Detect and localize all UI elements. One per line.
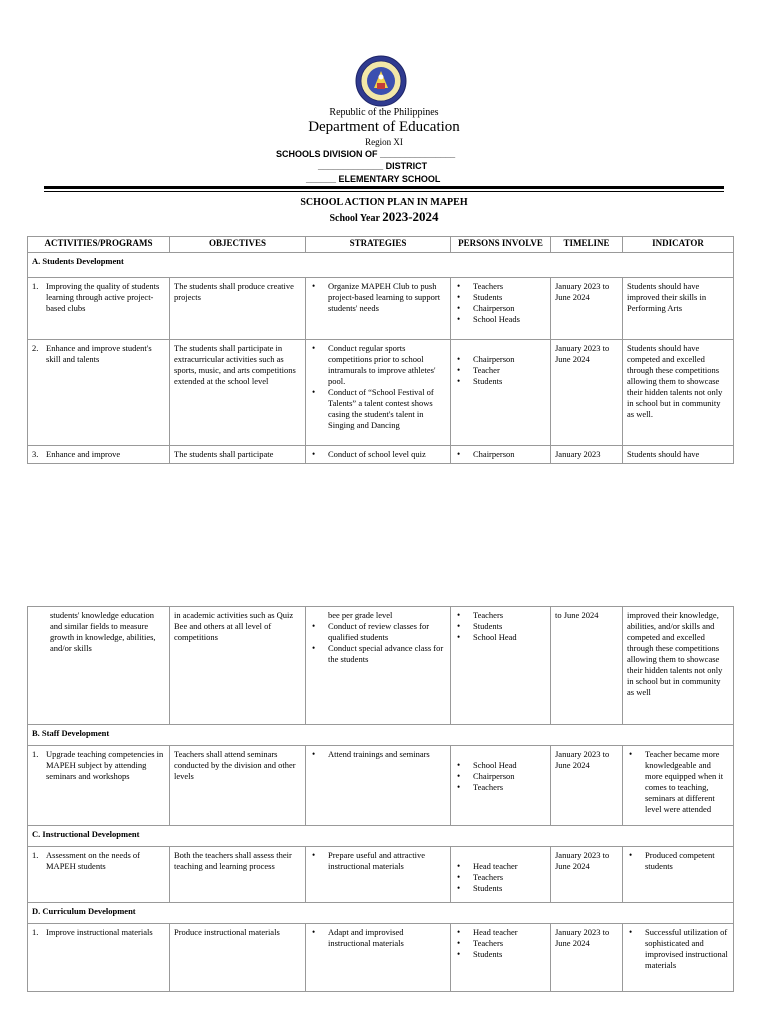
header-rule-thin [44,191,724,192]
strategy-continued: bee per grade level [328,610,393,620]
persons-cell [451,278,551,340]
person-item: • School Head [467,632,546,643]
persons-cell [451,446,551,464]
row-number: 2. [32,343,39,353]
timeline-cell: January 2023 to June 2024 [551,340,623,446]
indicator-item: • Teacher became more knowledgeable and more equipped when it comes to teaching, seminars at different level were attended [639,749,729,815]
section-label: B. Staff Development [28,725,734,746]
strategy-item: • Organize MAPEH Club to push project-based learning to support students' needs [322,281,446,314]
objective-cell: Produce instructional materials [170,924,306,992]
table-row [28,446,734,464]
table-row [28,340,734,446]
timeline-cell: January 2023 to June 2024 [551,847,623,903]
strategy-item: • Adapt and improvised instructional materials [322,927,446,949]
strategies-cell [306,607,451,725]
col-header-objectives: OBJECTIVES [170,237,306,253]
row-number: 3. [32,449,39,459]
person-item: • Students [467,949,546,960]
strategies-cell [306,340,451,446]
action-plan-table-part-2 [27,606,734,992]
activity-text: Assessment on the needs of MAPEH students [46,850,140,871]
objective-cell: The students shall participate in extracurricular activities such as sports, music, and arts competitions extended at the school level [170,340,306,446]
indicator-item: • Produced competent students [639,850,729,872]
row-number: 1. [32,850,39,860]
persons-cell [451,924,551,992]
row-number: 1. [32,749,39,759]
person-item: • Students [467,621,546,632]
section-row [28,253,734,278]
indicator-cell: Students should have competed and excelled through these competitions allowing them to showcase their hidden talents not only in school but in community as well. [623,340,734,446]
timeline-cell: January 2023 to June 2024 [551,278,623,340]
district-line: _____________ DISTRICT [318,161,428,171]
table-header-row [28,237,734,253]
activity-text: Enhance and improve [46,449,121,459]
col-header-indicator: INDICATOR [623,237,734,253]
activity-cell [28,446,170,464]
strategies-cell [306,278,451,340]
strategies-cell [306,746,451,826]
objective-cell: Teachers shall attend seminars conducted by the division and other levels [170,746,306,826]
activity-cell: students' knowledge education and similar fields to measure growth in knowledge, abilities, and/or skills [28,607,170,725]
strategies-cell [306,847,451,903]
indicator-cell: improved their knowledge, abilities, and/or skills and competed and excelled through these competitions allowing them to showcase their hidden talents not only in school but in community as well [623,607,734,725]
strategies-cell [306,446,451,464]
person-item: • School Head [467,760,546,771]
division-line: SCHOOLS DIVISION OF _______________ [276,149,456,159]
school-line: ______ ELEMENTARY SCHOOL [306,174,441,184]
col-header-activities: ACTIVITIES/PROGRAMS [28,237,170,253]
section-label: A. Students Development [28,253,734,278]
persons-cell [451,746,551,826]
table-row [28,847,734,903]
strategy-item: • Conduct special advance class for the students [322,643,446,665]
activity-text: Improve instructional materials [46,927,153,937]
timeline-cell: January 2023 [551,446,623,464]
person-item: • Students [467,292,546,303]
section-row [28,725,734,746]
strategy-item: • Conduct regular sports competitions prior to school intramurals to improve athletes' pool. [322,343,446,387]
person-item: • Teachers [467,281,546,292]
strategy-item: • Attend trainings and seminars [322,749,446,760]
person-item: • Head teacher [467,927,546,938]
timeline-cell: January 2023 to June 2024 [551,924,623,992]
persons-cell [451,340,551,446]
strategy-item: • Conduct of “School Festival of Talents” a talent contest shows casing the student's talent in Singing and Dancing [322,387,446,431]
col-header-strategies: STRATEGIES [306,237,451,253]
republic-line: Republic of the Philippines [329,107,439,118]
header-rule-thick [44,186,724,189]
indicator-cell [623,924,734,992]
col-header-timeline: TIMELINE [551,237,623,253]
activity-cell [28,278,170,340]
row-number: 1. [32,281,39,291]
strategy-item: • Conduct of school level quiz [322,449,446,460]
section-label: D. Curriculum Development [28,903,734,924]
activity-text: Enhance and improve student's skill and talents [46,343,152,364]
person-item: • Teacher [467,365,546,376]
indicator-item: • Successful utilization of sophisticated and improvised instructional materials [639,927,729,971]
table-row [28,746,734,826]
section-label: C. Instructional Development [28,826,734,847]
section-row [28,826,734,847]
school-year-label: School Year [329,213,380,224]
person-item: • Teachers [467,872,546,883]
strategy-item: • Prepare useful and attractive instructional materials [322,850,446,872]
person-item: • Head teacher [467,861,546,872]
indicator-cell [623,847,734,903]
person-item: • Teachers [467,938,546,949]
objective-cell: Both the teachers shall assess their teaching and learning process [170,847,306,903]
person-item: • Students [467,376,546,387]
table-row [28,607,734,725]
activity-cell [28,746,170,826]
section-row [28,903,734,924]
page-1 [0,0,768,500]
person-item: • Chairperson [467,449,546,460]
persons-cell [451,607,551,725]
person-item: • Students [467,883,546,894]
activity-cell [28,924,170,992]
objective-cell: The students shall participate [170,446,306,464]
persons-cell [451,847,551,903]
timeline-cell: to June 2024 [551,607,623,725]
indicator-cell [623,746,734,826]
person-item: • Chairperson [467,771,546,782]
school-year [0,209,768,225]
timeline-cell: January 2023 to June 2024 [551,746,623,826]
activity-text: Improving the quality of students learning through active project-based clubs [46,281,160,313]
page-2 [0,606,768,1024]
department-name: Department of Education [308,119,460,135]
activity-cell [28,847,170,903]
person-item: • Teachers [467,610,546,621]
indicator-cell: Students should have [623,446,734,464]
strategies-cell [306,924,451,992]
activity-text: Upgrade teaching competencies in MAPEH subject by attending seminars and workshops [46,749,164,781]
activity-cell [28,340,170,446]
plan-title: SCHOOL ACTION PLAN IN MAPEH [300,197,468,208]
strategy-item: • Conduct of review classes for qualified students [322,621,446,643]
table-row [28,278,734,340]
table-row [28,924,734,992]
col-header-persons: PERSONS INVOLVE [451,237,551,253]
person-item: • Chairperson [467,303,546,314]
person-item: • Teachers [467,782,546,793]
person-item: • School Heads [467,314,546,325]
deped-seal-icon [355,55,407,107]
action-plan-table-part-1 [27,236,734,464]
indicator-cell: Students should have improved their skills in Performing Arts [623,278,734,340]
person-item: • Chairperson [467,354,546,365]
objective-cell: The students shall produce creative projects [170,278,306,340]
row-number: 1. [32,927,39,937]
objective-cell: in academic activities such as Quiz Bee and others at all level of competitions [170,607,306,725]
region-line: Region XI [365,137,403,147]
school-year-value: 2023-2024 [382,209,439,224]
